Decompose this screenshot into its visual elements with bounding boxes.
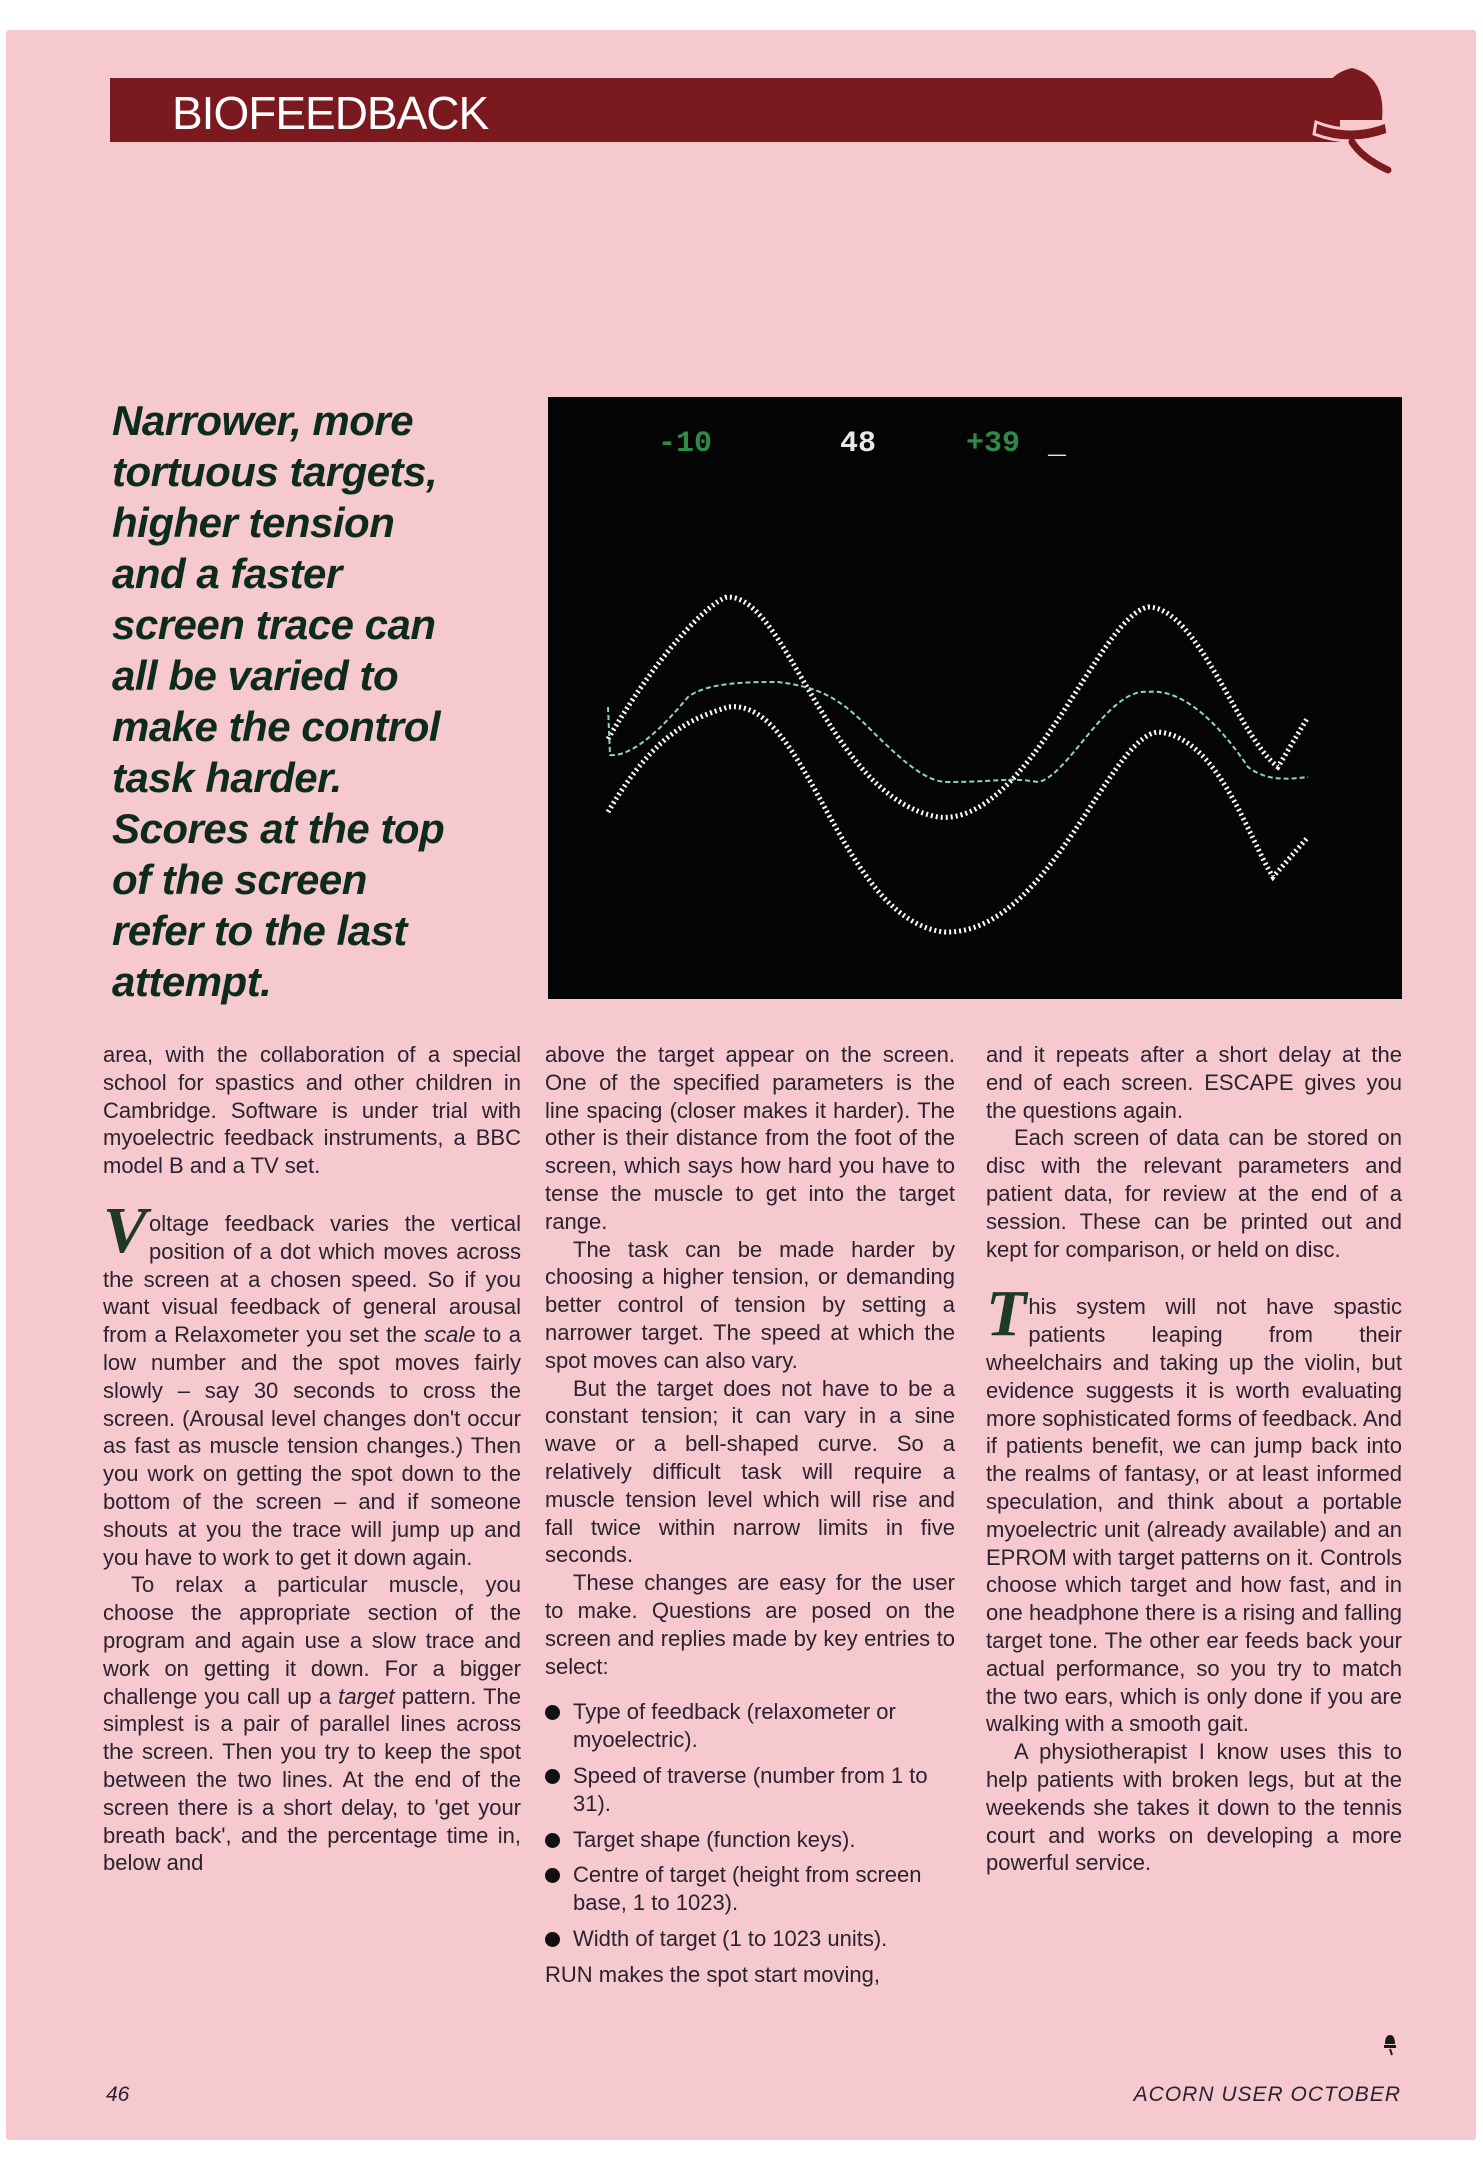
magazine-footer: ACORN USER OCTOBER [1133, 2083, 1401, 2106]
page-number: 46 [106, 2083, 130, 2106]
patient-trace-line [608, 682, 1308, 782]
list-item: Type of feedback (relaxometer or myoelectric). [545, 1698, 955, 1754]
text-column-3 [986, 1041, 1402, 1877]
bullet-icon [545, 1705, 560, 1720]
paragraph: area, with the collaboration of a special school for spastics and other children in Cambridge. Software is under trial with myoelectric feedback instruments, a BBC model B and a TV set. [103, 1042, 521, 1179]
photo-caption [112, 395, 522, 1007]
text-column-1 [103, 1041, 521, 1877]
score-in: 48 [840, 427, 877, 461]
drop-cap: V [103, 1193, 148, 1267]
bullet-icon [545, 1833, 560, 1848]
caption-line: attempt. [112, 958, 272, 1005]
caption-line: higher tension [112, 499, 395, 546]
paragraph: This system will not have spastic patients leaping from their wheelchairs and taking up the violin, but evidence suggests it is worth evaluating more sophisticated forms of feedback. And if patients benefit, we can jump back into the realms of fantasy, or at least informed speculation, and think about a portable myoelectric unit (already available) and an EPROM with target patterns on it. Controls choose which target and how fast, and in one headphone there is a rising and falling target tone. The other ear feeds back your actual performance, so you try to match the two ears, which is only done if you are walking with a smooth gait. [986, 1277, 1402, 1737]
options-list [545, 1698, 955, 1952]
target-upper-line [608, 597, 1308, 817]
caption-line: make the control [112, 703, 441, 750]
paragraph: and it repeats after a short delay at the end of each screen. ESCAPE gives you the questions again. [986, 1042, 1402, 1123]
caption-line: Scores at the top [112, 805, 445, 852]
drop-cap: T [986, 1277, 1027, 1351]
list-item: Centre of target (height from screen base, 1 to 1023). [545, 1861, 955, 1917]
caption-line: tortuous targets, [112, 448, 438, 495]
target-lower-line [608, 707, 1308, 932]
paragraph: above the target appear on the screen. One of the specified parameters is the line spacing (closer makes it harder). The other is their distance from the foot of the screen, which says how hard you have to tense the muscle to get into the target range. [545, 1042, 955, 1234]
caption-line: screen trace can [112, 601, 436, 648]
paragraph: These changes are easy for the user to make. Questions are posed on the screen and replies made by key entries to select: [545, 1570, 955, 1679]
caption-line: of the screen [112, 856, 367, 903]
paragraph: The task can be made harder by choosing a higher tension, or demanding better control of tension by setting a narrower target. The speed at which the spot moves can also vary. [545, 1236, 955, 1373]
caption-line: all be varied to [112, 652, 399, 699]
paragraph: To relax a particular muscle, you choose the appropriate section of the program and again use a slow trace and work on getting it down. For a bigger challenge you call up a target pattern. The simplest is a pair of parallel lines across the screen. Then you try to keep the spot between the two lines. At the end of the screen there is a short delay, to 'get your breath back', and the percentage time in, below and [103, 1572, 522, 1876]
bullet-icon [545, 1769, 560, 1784]
list-item: Target shape (function keys). [545, 1826, 955, 1854]
paragraph: Voltage feedback varies the vertical position of a dot which moves across the screen at a chosen speed. So if you want visual feedback of general arousal from a Relaxometer you set the scale to a low number and the spot moves fairly slowly – say 30 seconds to cross the screen. (Arousal level changes don't occur as fast as muscle tension changes.) Then you work on getting the spot down to the bottom of the screen – and if someone shouts at you the trace will jump up and you have to work to get it down again. [103, 1193, 521, 1570]
section-title: BIOFEEDBACK [172, 87, 489, 139]
caption-line: Narrower, more [112, 397, 414, 444]
text-column-2 [545, 1041, 955, 1989]
score-below: -10 [658, 427, 713, 461]
list-item: Width of target (1 to 1023 units). [545, 1925, 955, 1953]
acorn-end-mark-icon [1383, 2034, 1397, 2056]
caption-line: task harder. [112, 754, 342, 801]
section-banner [110, 78, 1340, 142]
list-item: Speed of traverse (number from 1 to 31). [545, 1762, 955, 1818]
acorn-logo-icon [1302, 62, 1398, 180]
score-above: +39 [966, 427, 1021, 461]
paragraph: Each screen of data can be stored on disc with the relevant parameters and patient data, for review at the end of a session. These can be printed out and kept for comparison, or held on disc. [986, 1125, 1402, 1262]
paragraph: But the target does not have to be a constant tension; it can vary in a sine wave or a bell-shaped curve. So a relatively difficult task will require a muscle tension level which will rise and fall twice within narrow limits in five seconds. [545, 1375, 955, 1568]
bullet-icon [545, 1868, 560, 1883]
caption-line: and a faster [112, 550, 342, 597]
paragraph: RUN makes the spot start moving, [545, 1961, 881, 1987]
screen-photo [548, 397, 1402, 999]
waveform-display [548, 397, 1402, 999]
paragraph: A physiotherapist I know uses this to help patients with broken legs, but at the weekends she takes it down to the tennis court and works on developing a more powerful service. [986, 1739, 1402, 1876]
bullet-icon [545, 1932, 560, 1947]
caption-line: refer to the last [112, 907, 407, 954]
screen-cursor: _ [1048, 429, 1067, 463]
